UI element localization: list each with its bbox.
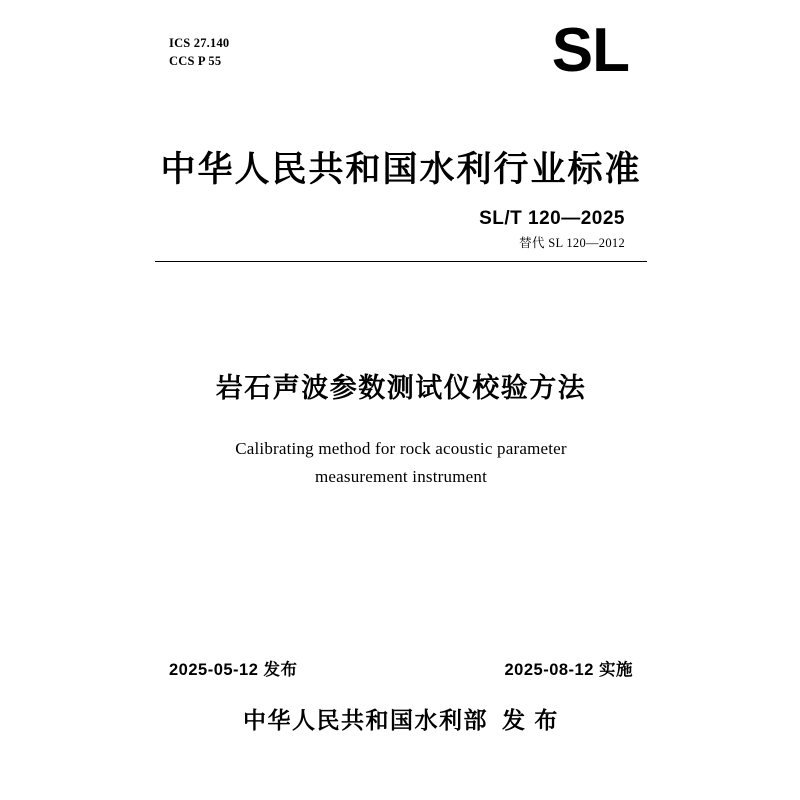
effective-date: 2025-08-12 实施: [504, 661, 633, 679]
issuer-suffix: 发 布: [502, 707, 559, 733]
document-title-en-line1: Calibrating method for rock acoustic parameter: [235, 439, 567, 458]
document-title-en-line2: measurement instrument: [315, 467, 487, 487]
document-title-cn: 岩石声波参数测试仪校验方法: [215, 373, 587, 403]
classification-codes: [169, 34, 229, 70]
sl-logo: SL: [551, 16, 629, 85]
ics-code: ICS 27.140: [169, 36, 230, 50]
standard-number-block: [155, 208, 647, 251]
header-divider: [155, 261, 647, 262]
ccs-code: CCS P 55: [169, 54, 222, 69]
issuer-name: 中华人民共和国水利部: [243, 707, 489, 733]
issuer-line: [155, 702, 647, 735]
standard-number: SL/T 120—2025: [479, 208, 625, 229]
page-title: 中华人民共和国水利行业标准: [160, 150, 642, 189]
standard-replaces: 替代 SL 120—2012: [519, 236, 625, 250]
issue-date: 2025-05-12 发布: [169, 661, 298, 679]
cover-sheet: [155, 18, 647, 778]
document-title-en: [155, 435, 647, 491]
dates-row: [169, 656, 633, 680]
cover-header: [155, 18, 647, 138]
